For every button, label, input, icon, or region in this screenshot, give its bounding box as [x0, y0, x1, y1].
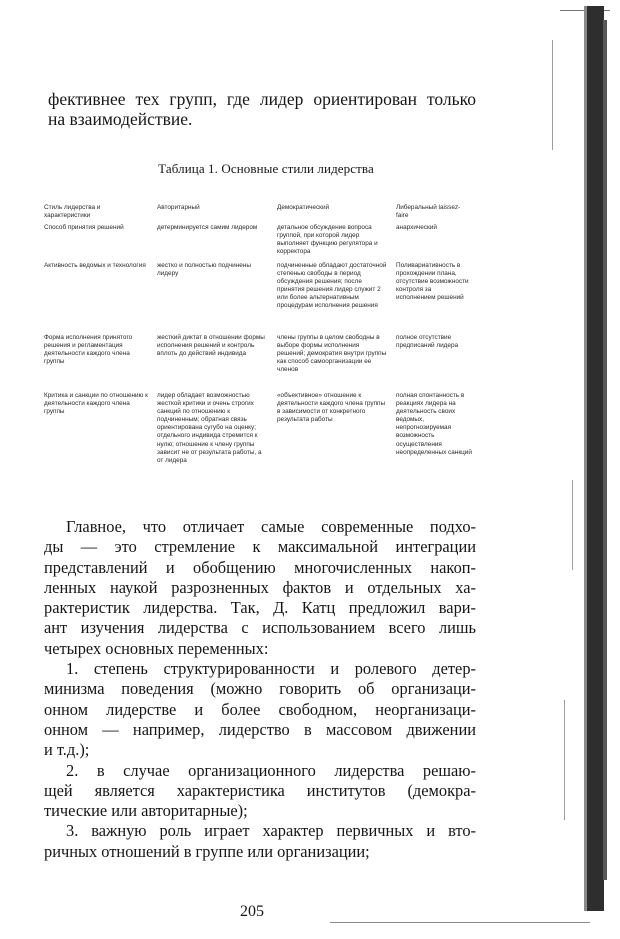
text-line: онном лидерстве и более свободном, неорганизаци-	[44, 699, 476, 719]
text-line: четырех основных переменных:	[44, 638, 269, 658]
text-line: рактеристик лидерства. Так, Д. Катц предложил вари-	[44, 598, 476, 618]
table-cell: анархический	[396, 224, 437, 231]
table-cell: Форма исполнения принятого решения и регламентация деятельности каждого члена группы	[44, 334, 133, 366]
table-header-cell: Демократический	[277, 204, 330, 211]
list-item-2: 2. в случае организационного лидерства решаю-	[66, 760, 476, 780]
table-cell: полное отсутствие предписаний лидера	[396, 334, 459, 350]
table-cell: подчиненные обладают достаточной степенью свободы в период обсуждения решения; после принятия решения лидер служит 2 или более альтернативным процедурам исполнения решения	[277, 262, 387, 310]
table-header-cell: Авторитарный	[157, 204, 200, 211]
table-cell: Способ принятия решений	[44, 224, 124, 231]
book-spine-shadow	[584, 6, 604, 911]
scan-artifact	[552, 40, 553, 150]
table-cell: жесткий диктат в отношении формы исполнения решений и контроль вплоть до действий индивида	[157, 334, 265, 358]
text-line: представлений и обобщению многочисленных накоп-	[44, 557, 476, 577]
text-line: ант изучения лидерства с использованием всего лишь	[44, 618, 476, 638]
table-header-cell: Либеральный laissez-faire	[396, 204, 461, 220]
scan-bottom-line	[330, 922, 590, 923]
text-line: тические или авторитарные);	[44, 801, 248, 821]
table-cell: полная спонтанность в реакциях лидера на деятельность своих ведомых, непрогнозируемая возможность осуществления неопределенных санкций	[396, 392, 472, 456]
list-item-1: 1. степень структурированности и ролевого детер-	[66, 659, 476, 679]
table-cell: члены группы в целом свободны в выборе формы исполнения решений; демократия внутри группы как способ самоорганизации ее членов	[277, 334, 387, 374]
text-line: онном — например, лидерство в массовом движении	[44, 719, 476, 739]
text-line: ленных наукой разрозненных фактов и отдельных ха-	[44, 577, 476, 597]
table-cell: детальное обсуждение вопроса группой, при которой лидер выполняет функцию регулятора и корректора	[277, 224, 378, 256]
table-cell: детерминируется самим лидером	[157, 224, 258, 231]
table-cell: жестко и полностью подчинены лидеру	[157, 262, 251, 278]
table-cell: «объективное» отношение к деятельности каждого члена группы в зависимости от конкретного результата работы	[277, 392, 386, 424]
main-paragraph	[44, 517, 476, 862]
scan-artifact	[572, 480, 573, 570]
table-caption: Таблица 1. Основные стили лидерства	[158, 161, 374, 176]
text-line: на взаимодействие.	[48, 109, 193, 130]
table-cell: Активность ведомых и технология	[44, 262, 146, 269]
text-line: ричных отношений в группе или организации;	[44, 841, 370, 861]
text-line: и т.д.);	[44, 740, 90, 760]
list-item-3: 3. важную роль играет характер первичных и вто-	[66, 821, 476, 841]
text-line: минизма поведения (можно говорить об организаци-	[44, 679, 476, 699]
text-line: фективнее тех групп, где лидер ориентирован только	[48, 89, 476, 109]
text-line: ды — это стремление к максимальной интеграции	[44, 537, 476, 557]
table-header-cell: Стиль лидерства и характеристики	[44, 204, 101, 220]
table-cell: Критика и санкции по отношению к деятельности каждого члена группы	[44, 392, 148, 416]
scan-artifact	[564, 700, 565, 820]
top-paragraph	[48, 88, 476, 129]
book-spine-edge	[603, 20, 607, 880]
text-line: Главное, что отличает самые современные подхо-	[66, 517, 476, 536]
text-line: щей является характеристика институтов (демокра-	[44, 780, 476, 800]
table-cell: лидер обладает возможностью жесткой критики и очень строгих санкций по отношению к подчиненным; обратная связь ориентирована сугубо на оценку; отдельного индивида стремится к нулю; отношение к члену группы зависит не от результата работы, а от лидера	[157, 392, 262, 464]
page-number: 205	[240, 903, 264, 920]
table-cell: Поливариативность в прохождении плана, отсутствие возможности контроля за исполнением решений	[396, 262, 469, 302]
